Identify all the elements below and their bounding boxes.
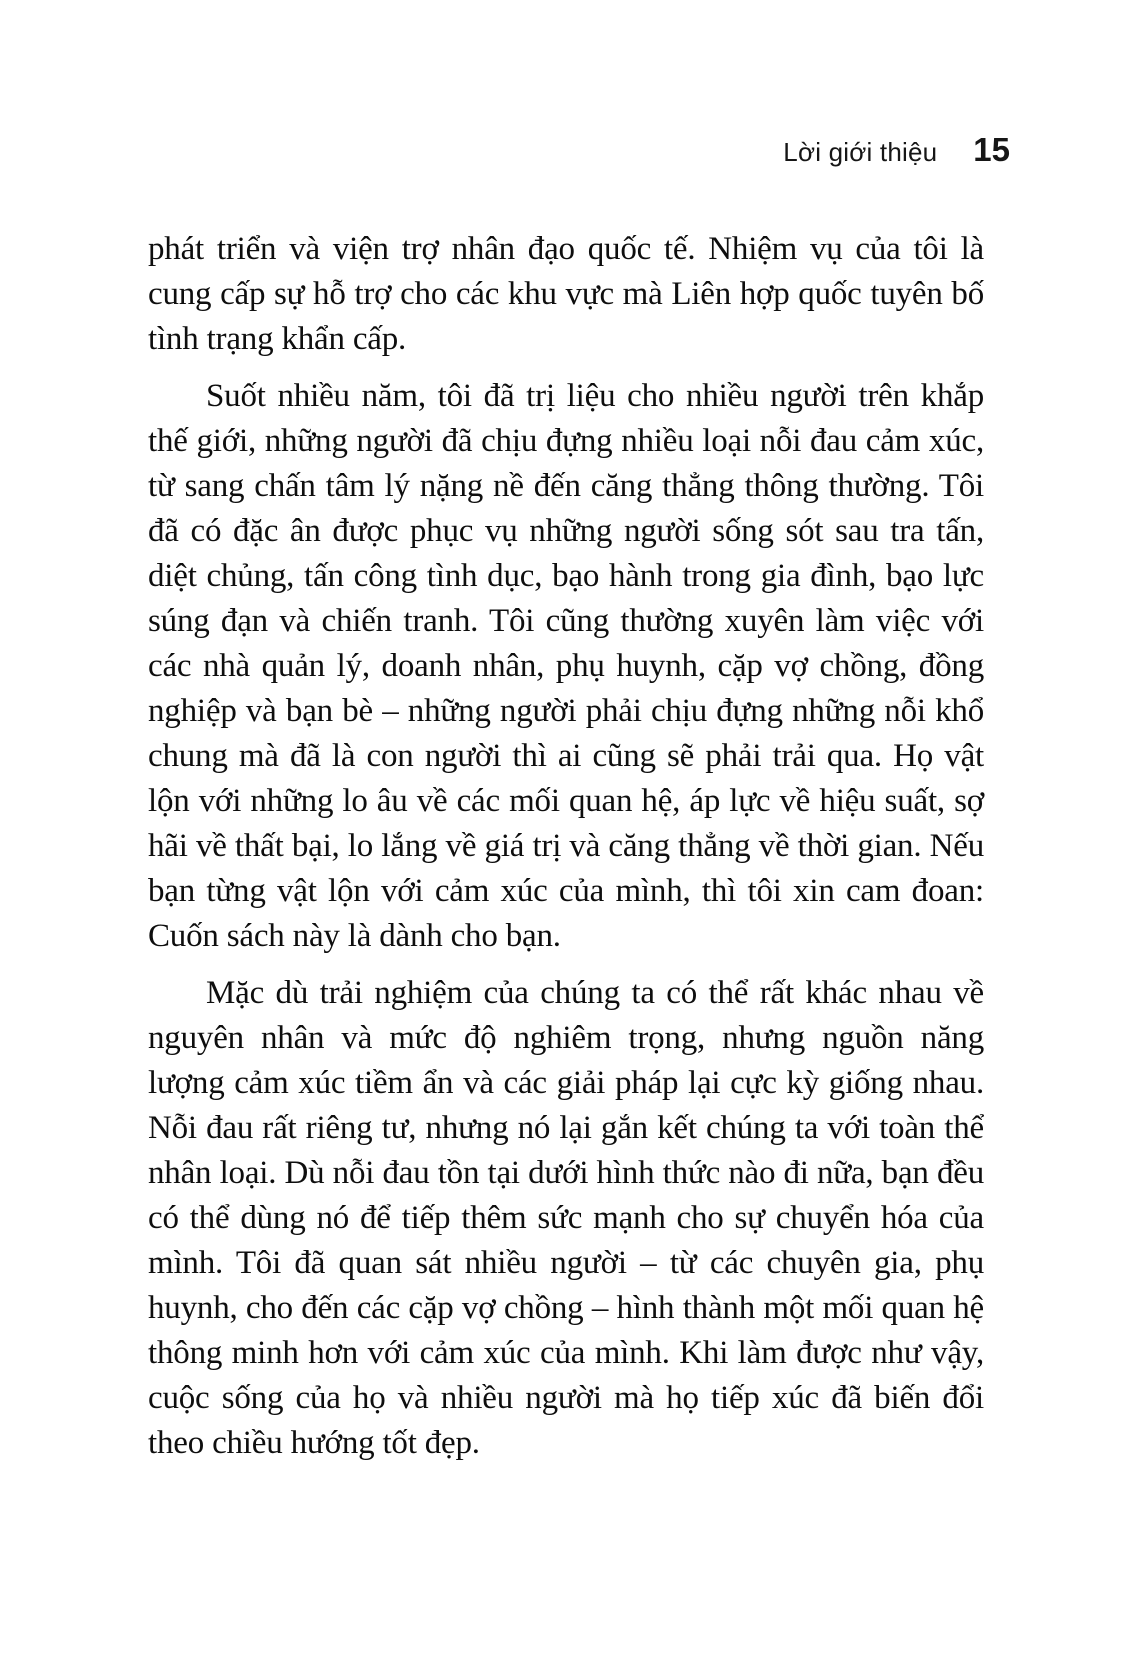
running-head-title: Lời giới thiệu [783, 137, 938, 167]
body-paragraph: Mặc dù trải nghiệm của chúng ta có thể rất khác nhau về nguyên nhân và mức độ nghiêm trọng, nhưng nguồn năng lượng cảm xúc tiềm ẩn và các giải pháp lại cực kỳ giống nhau. Nỗi đau rất riêng tư, nhưng nó lại gắn kết chúng ta với toàn thể nhân loại. Dù nỗi đau tồn tại dưới hình thức nào đi nữa, bạn đều có thể dùng nó để tiếp thêm sức mạnh cho sự chuyển hóa của mình. Tôi đã quan sát nhiều người – từ các chuyên gia, phụ huynh, cho đến các cặp vợ chồng – hình thành một mối quan hệ thông minh hơn với cảm xúc của mình. Khi làm được như vậy, cuộc sống của họ và nhiều người mà họ tiếp xúc đã biến đổi theo chiều hướng tốt đẹp. [148, 975, 984, 1461]
body-paragraph: Suốt nhiều năm, tôi đã trị liệu cho nhiều người trên khắp thế giới, những người đã chịu đựng nhiều loại nỗi đau cảm xúc, từ sang chấn tâm lý nặng nề đến căng thẳng thông thường. Tôi đã có đặc ân được phục vụ những người sống sót sau tra tấn, diệt chủng, tấn công tình dục, bạo hành trong gia đình, bạo lực súng đạn và chiến tranh. Tôi cũng thường xuyên làm việc với các nhà quản lý, doanh nhân, phụ huynh, cặp vợ chồng, đồng nghiệp và bạn bè – những người phải chịu đựng những nỗi khổ chung mà đã là con người thì ai cũng sẽ phải trải qua. Họ vật lộn với những lo âu về các mối quan hệ, áp lực về hiệu suất, sợ hãi về thất bại, lo lắng về giá trị và căng thẳng về thời gian. Nếu bạn từng vật lộn với cảm xúc của mình, thì tôi xin cam đoan: Cuốn sách này là dành cho bạn. [148, 378, 984, 954]
page-number: 15 [973, 131, 1010, 168]
page-body [148, 227, 984, 1478]
body-paragraph: phát triển và viện trợ nhân đạo quốc tế. Nhiệm vụ của tôi là cung cấp sự hỗ trợ cho các khu vực mà Liên hợp quốc tuyên bố tình trạng khẩn cấp. [148, 231, 984, 357]
page-header [146, 133, 1010, 166]
